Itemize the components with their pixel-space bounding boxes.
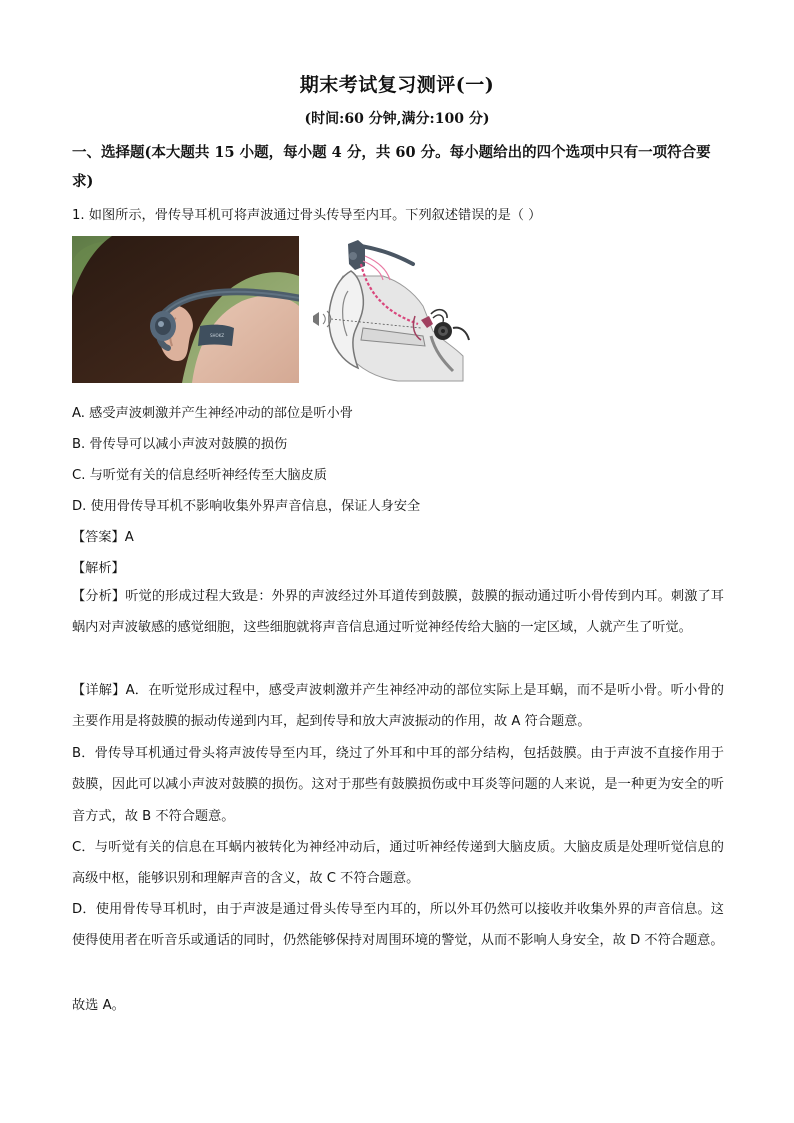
bone-conduction-headphone-photo bbox=[72, 236, 299, 383]
detail-paragraph-c: C．与听觉有关的信息在耳蜗内被转化为神经冲动后，通过听神经传递到大脑皮质。大脑皮质是处理听觉信息的高级中枢，能够识别和理解声音的含义，故 C 不符合题意。 bbox=[72, 840, 724, 887]
page-title: 期末考试复习测评(一) bbox=[299, 74, 495, 96]
analysis-label: 【解析】 bbox=[72, 561, 125, 576]
question-stem: 1. 如图所示，骨传导耳机可将声波通过骨头传导至内耳。下列叙述错误的是（ ） bbox=[72, 208, 542, 223]
detail-paragraph-d: D．使用骨传导耳机时，由于声波是通过骨头传导至内耳的，所以外耳仍然可以接收并收集外界的声音信息。这使得使用者在听音乐或通话的同时，仍然能够保持对周围环境的警觉，从而不影响人身安全，故 D 不符合题意。 bbox=[72, 902, 724, 949]
section-heading: 一、选择题(本大题共 15 小题，每小题 4 分，共 60 分。每小题给出的四个选项中只有一项符合要求) bbox=[72, 144, 711, 190]
detail-paragraph-b: B．骨传导耳机通过骨头将声波传导至内耳，绕过了外耳和中耳的部分结构，包括鼓膜。由于声波不直接作用于鼓膜，因此可以减小声波对鼓膜的损伤。这对于那些有鼓膜损伤或中耳炎等问题的人来说，是一种更为安全的听音方式，故 B 不符合题意。 bbox=[72, 746, 724, 824]
option-c: C. 与听觉有关的信息经听神经传至大脑皮质 bbox=[72, 468, 327, 483]
option-a: A. 感受声波刺激并产生神经冲动的部位是听小骨 bbox=[72, 406, 353, 421]
answer-line: 【答案】A bbox=[72, 530, 134, 545]
svg-text:SHOKZ: SHOKZ bbox=[210, 333, 225, 338]
detail-paragraph-a: 【详解】A．在听觉形成过程中，感受声波刺激并产生神经冲动的部位实际上是耳蜗，而不是听小骨。听小骨的主要作用是将鼓膜的振动传递到内耳，起到传导和放大声波振动的作用，故 A 符合题意。 bbox=[72, 683, 724, 730]
analysis-paragraph: 【分析】听觉的形成过程大致是：外界的声波经过外耳道传到鼓膜，鼓膜的振动通过听小骨传到内耳。刺激了耳蜗内对声波敏感的感觉细胞，这些细胞就将声音信息通过听觉神经传给大脑的一定区域，人就产生了听觉。 bbox=[72, 589, 724, 636]
exam-info: (时间:60 分钟,满分:100 分) bbox=[304, 111, 490, 127]
conclusion-line: 故选 A。 bbox=[72, 998, 125, 1013]
option-d: D. 使用骨传导耳机不影响收集外界声音信息，保证人身安全 bbox=[72, 499, 421, 514]
option-b: B. 骨传导可以减小声波对鼓膜的损伤 bbox=[72, 437, 288, 452]
ear-anatomy-diagram bbox=[303, 236, 471, 383]
